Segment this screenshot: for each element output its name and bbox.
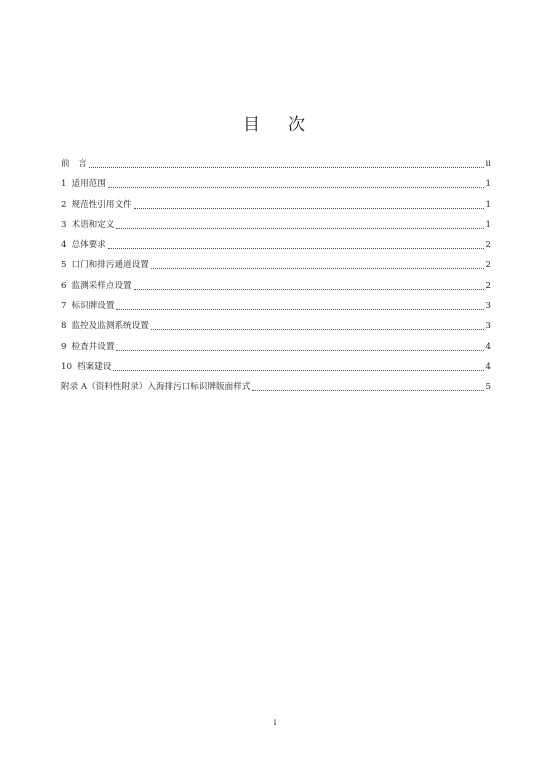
toc-entry-7[interactable] <box>61 300 491 313</box>
toc-entry-text: 规范性引用文件 <box>71 199 132 210</box>
leader-dots <box>108 187 484 188</box>
toc-entry-text: 前 言 <box>61 159 87 169</box>
leader-dots <box>89 167 484 168</box>
leader-dots <box>252 390 483 391</box>
toc-entry-text: 总体要求 <box>71 240 106 251</box>
toc-entry-text: 标识牌设置 <box>71 301 115 312</box>
leader-dots <box>116 350 483 351</box>
toc-entry-text: 检查井设置 <box>71 341 115 352</box>
toc-entry-page: 2 <box>485 280 491 291</box>
toc-entry-page: 3 <box>485 301 491 312</box>
leader-dots <box>151 329 484 330</box>
toc-entry-text: 适用范围 <box>71 179 106 190</box>
toc-entry-page: 1 <box>485 179 491 190</box>
leader-dots <box>113 370 483 371</box>
toc-entry-number: 10 <box>61 361 72 372</box>
toc-entry-appendix-a[interactable] <box>61 381 491 394</box>
toc-entry-4[interactable] <box>61 239 491 252</box>
toc-entry-9[interactable] <box>61 341 491 354</box>
title-char-2: 次 <box>288 115 307 135</box>
toc-entry-text: 术语和定义 <box>71 219 115 230</box>
toc-entry-page: 1 <box>485 199 491 210</box>
toc-entry-number: 9 <box>61 341 67 352</box>
toc-entry-number: 8 <box>61 321 67 332</box>
toc-entry-5[interactable] <box>61 259 491 272</box>
toc-entry-page: 5 <box>485 382 491 393</box>
toc-entry-page: ii <box>485 159 491 169</box>
toc-entry-number: 3 <box>61 219 67 230</box>
toc-entry-number: 6 <box>61 280 67 291</box>
toc-entry-page: 1 <box>485 219 491 230</box>
toc-entry-text: 监测采样点设置 <box>71 280 132 291</box>
toc-entry-2[interactable] <box>61 199 491 212</box>
toc-entry-8[interactable] <box>61 320 491 333</box>
leader-dots <box>134 208 484 209</box>
toc-entry-10[interactable] <box>61 361 491 374</box>
leader-dots <box>151 268 484 269</box>
toc-entry-number: 2 <box>61 199 67 210</box>
toc-entry-text: 档案建设 <box>76 361 112 372</box>
leader-dots <box>116 309 483 310</box>
toc-entry-text: 口门和排污通道设置 <box>71 260 149 271</box>
table-of-contents <box>61 158 491 402</box>
toc-entry-page: 2 <box>485 240 491 251</box>
toc-title <box>0 110 550 135</box>
toc-entry-text: 监控及监测系统设置 <box>71 321 149 332</box>
title-char-1: 目 <box>243 115 262 135</box>
toc-entry-page: 2 <box>485 260 491 271</box>
toc-entry-text: 附录 A（资料性附录）入海排污口标识牌版面样式 <box>61 382 251 393</box>
toc-entry-number: 5 <box>61 260 67 271</box>
leader-dots <box>108 248 484 249</box>
toc-entry-page: 4 <box>485 341 491 352</box>
toc-entry-number: 1 <box>61 179 67 190</box>
toc-entry-page: 3 <box>485 321 491 332</box>
leader-dots <box>116 228 483 229</box>
page-number-footer: i <box>273 718 277 727</box>
leader-dots <box>134 289 484 290</box>
toc-entry-page: 4 <box>485 361 491 372</box>
toc-entry-3[interactable] <box>61 219 491 232</box>
toc-entry-number: 4 <box>61 240 67 251</box>
toc-entry-preface[interactable] <box>61 158 491 171</box>
toc-entry-1[interactable] <box>61 178 491 191</box>
toc-entry-number: 7 <box>61 301 67 312</box>
toc-entry-6[interactable] <box>61 280 491 293</box>
